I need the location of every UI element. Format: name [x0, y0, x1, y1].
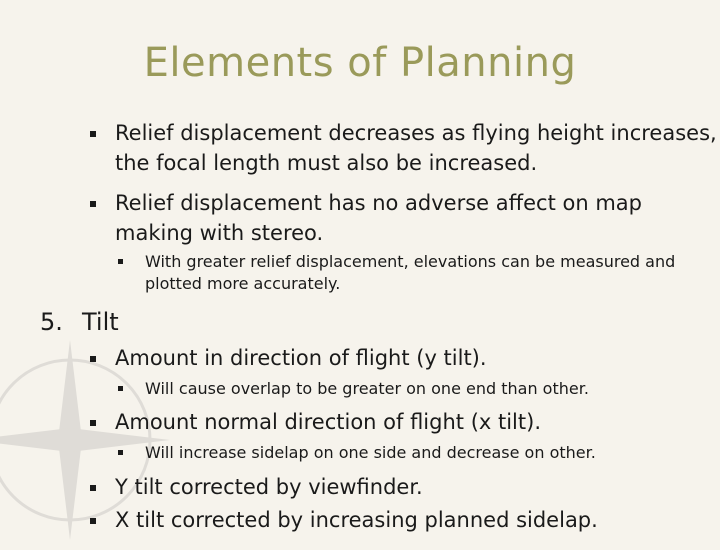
sub-bullet-item [118, 378, 698, 400]
slide-title: Elements of Planning [143, 40, 577, 86]
bullet-item [90, 118, 720, 178]
bullet-square [90, 356, 96, 362]
bullet-square [90, 420, 96, 426]
sub-bullet-item [118, 442, 698, 464]
bullet-item [90, 188, 690, 248]
bullet-item [90, 343, 690, 373]
bullet-square [90, 131, 96, 137]
bullet-text: Y tilt corrected by viewfinder. [115, 475, 423, 499]
item-text: Tilt [82, 308, 119, 336]
bullet-text: X tilt corrected by increasing planned sidelap. [115, 508, 598, 532]
bullet-square [118, 259, 123, 264]
bullet-item [90, 505, 710, 535]
bullet-square [90, 201, 96, 207]
numbered-item [40, 308, 440, 336]
bullet-text: Relief displacement decreases as flying height increases, the focal length must also be increased. [115, 121, 717, 175]
bullet-text: With greater relief displacement, elevations can be measured and plotted more accurately. [145, 252, 676, 293]
bullet-text: Amount normal direction of flight (x tilt). [115, 410, 541, 434]
bullet-text: Amount in direction of flight (y tilt). [115, 346, 487, 370]
bullet-text: Relief displacement has no adverse affect on map making with stereo. [115, 191, 642, 245]
bullet-square [90, 485, 96, 491]
bullet-square [118, 450, 123, 455]
sub-bullet-item [118, 251, 698, 295]
bullet-text: Will increase sidelap on one side and decrease on other. [145, 443, 596, 462]
bullet-item [90, 407, 690, 437]
item-number: 5. [40, 308, 63, 336]
bullet-item [90, 472, 690, 502]
bullet-text: Will cause overlap to be greater on one end than other. [145, 379, 589, 398]
bullet-square [118, 386, 123, 391]
bullet-square [90, 518, 96, 524]
